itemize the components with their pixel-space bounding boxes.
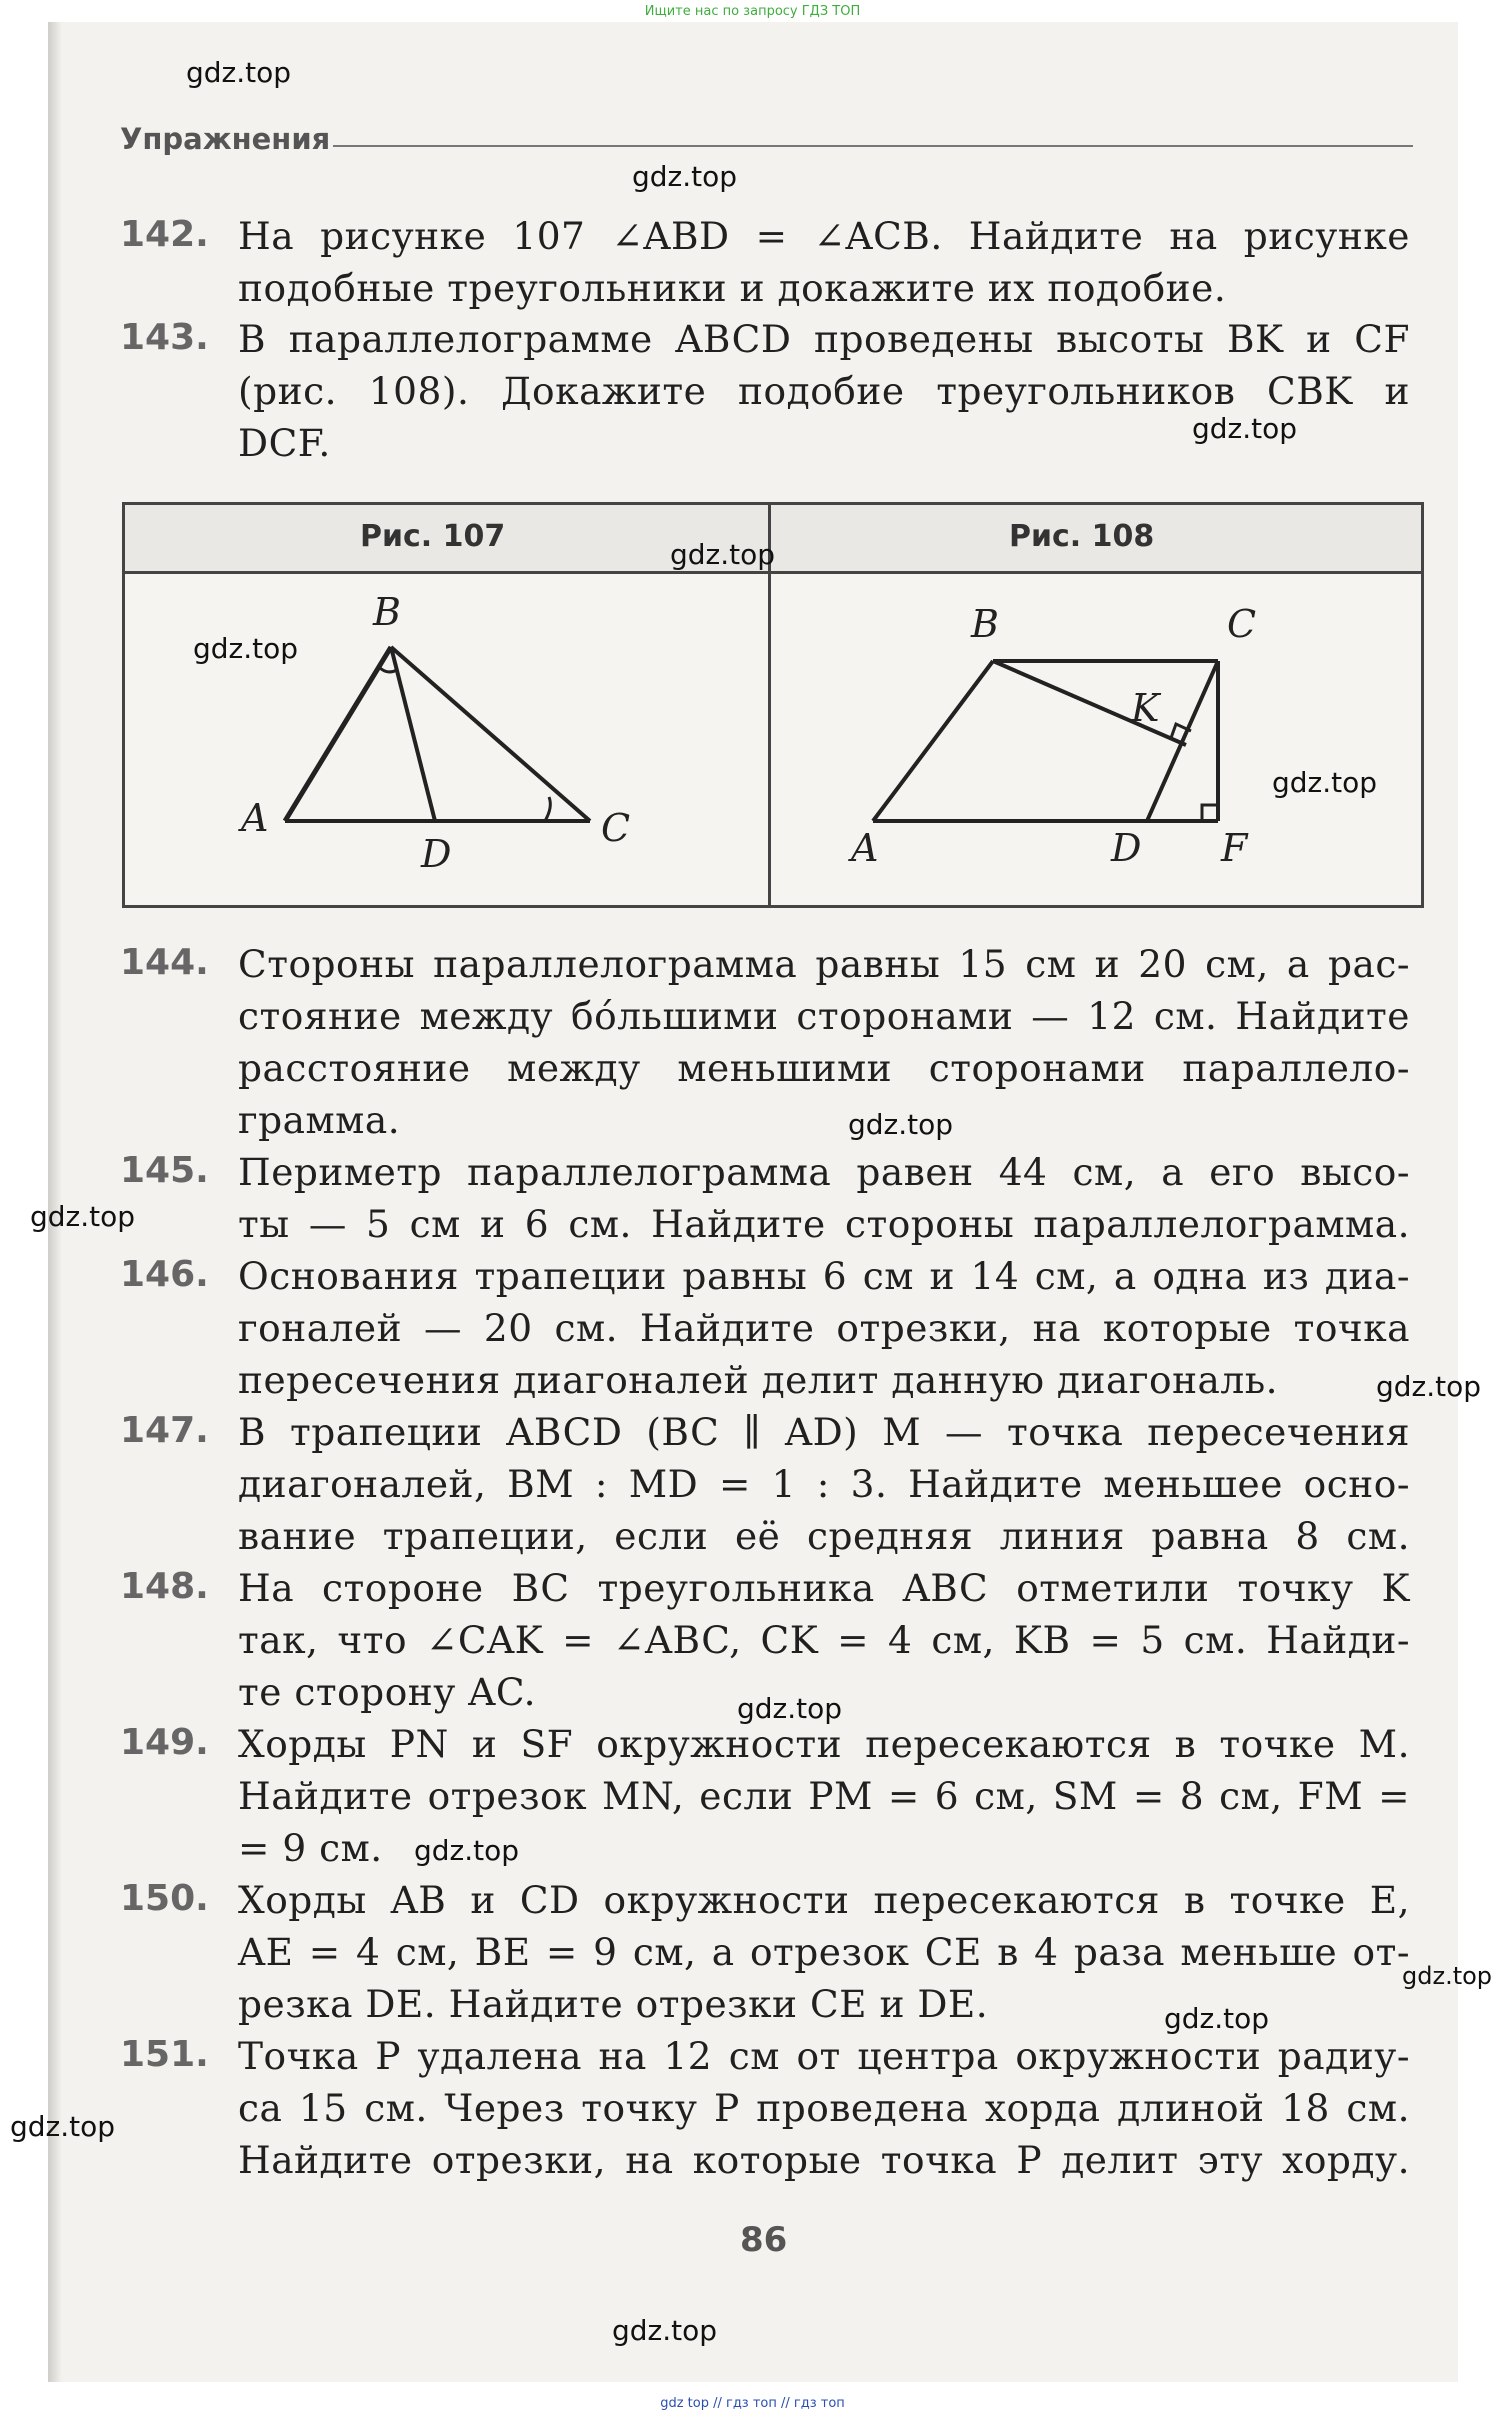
exercise-text [238, 1146, 1410, 1250]
exercise-line: Основания трапеции равны 6 см и 14 см, а одна из диа- [238, 1254, 1410, 1298]
figure-107-triangle [125, 571, 768, 901]
exercise-line: (рис. 108). Докажите подобие треугольников CBK и [238, 369, 1410, 413]
label-b: B [373, 590, 401, 634]
figure-108-parallelogram [771, 571, 1417, 901]
label-d: D [421, 832, 452, 876]
exercise-line: ты — 5 см и 6 см. Найдите стороны параллелограмма. [238, 1202, 1410, 1246]
label-d: D [1111, 826, 1142, 870]
label-f: F [1221, 826, 1248, 870]
side-ab [285, 647, 391, 821]
exercise-line: так, что ∠CAK = ∠ABC, CK = 4 см, KB = 5 см. Найди- [238, 1618, 1410, 1662]
exercise-line: резка DE. Найдите отрезки CE и DE. [238, 1982, 989, 2026]
watermark-link[interactable]: gdz.top [193, 632, 299, 665]
exercise-text [238, 2030, 1410, 2186]
exercise-line: вание трапеции, если её средняя линия равна 8 см. [238, 1514, 1410, 1558]
exercise-number: 149. [120, 1722, 209, 1763]
right-angle-f [1202, 805, 1218, 821]
side-bc [391, 647, 590, 821]
bottom-banner: gdz top // гдз топ // гдз топ [660, 2396, 845, 2411]
exercise-line: грамма. [238, 1098, 401, 1142]
exercise-number: 144. [120, 942, 209, 983]
exercise-number: 143. [120, 317, 209, 358]
exercise-line: подобные треугольники и докажите их подобие. [238, 266, 1227, 310]
exercise-line: гоналей — 20 см. Найдите отрезки, на которые точка [238, 1306, 1410, 1350]
angle-acb-arc [545, 797, 550, 821]
exercise-line: те сторону AC. [238, 1670, 537, 1714]
exercise-line: На рисунке 107 ∠ABD = ∠ACB. Найдите на рисунке [238, 214, 1410, 258]
watermark-link[interactable]: gdz.top [632, 160, 738, 193]
exercise-number: 151. [120, 2034, 209, 2075]
watermark-link[interactable]: gdz.top [848, 1108, 954, 1141]
exercise-line: стояние между бо́льшими сторонами — 12 см. Найдите [238, 994, 1410, 1038]
exercise-number: 142. [120, 214, 209, 255]
exercise-line: Точка P удалена на 12 см от центра окружности радиу- [238, 2034, 1410, 2078]
exercise-line: Хорды AB и CD окружности пересекаются в точке E, [238, 1878, 1410, 1922]
exercise-text [238, 313, 1410, 469]
exercise-line: пересечения диагоналей делит данную диагональ. [238, 1358, 1279, 1402]
watermark-link[interactable]: gdz.top [10, 2110, 116, 2143]
watermark-link[interactable]: gdz.top [737, 1692, 843, 1725]
exercise-text [238, 938, 1410, 1146]
label-b: B [971, 602, 999, 646]
exercise-line: диагоналей, BM : MD = 1 : 3. Найдите меньшее осно- [238, 1462, 1410, 1506]
exercise-line: Стороны параллелограмма равны 15 см и 20 см, а рас- [238, 942, 1410, 986]
exercise-line: Периметр параллелограмма равен 44 см, а его высо- [238, 1150, 1410, 1194]
watermark-link[interactable]: gdz.top [30, 1200, 136, 1233]
watermark-link[interactable]: gdz.top [670, 538, 776, 571]
exercise-line: Найдите отрезок MN, если PM = 6 см, SM = 8 см, FM = [238, 1774, 1410, 1818]
exercise-text [238, 1406, 1410, 1562]
section-title: Упражнения [120, 122, 331, 156]
exercise-line: Найдите отрезки, на которые точка P делит эту хорду. [238, 2138, 1410, 2182]
watermark-link[interactable]: gdz.top [1164, 2002, 1270, 2035]
segment-bd [391, 647, 435, 821]
exercise-line: На стороне BC треугольника ABC отметили точку K [238, 1566, 1410, 1610]
watermark-link[interactable]: gdz.top [612, 2314, 718, 2347]
exercise-line: AE = 4 см, BE = 9 см, а отрезок CE в 4 раза меньше от- [238, 1930, 1410, 1974]
watermark-link[interactable]: gdz.top [1272, 766, 1378, 799]
figure-108-title: Рис. 108 [1009, 519, 1155, 554]
page-number: 86 [740, 2220, 788, 2260]
watermark-link[interactable]: gdz.top [1376, 1370, 1482, 1403]
watermark-link[interactable]: gdz.top [186, 56, 292, 89]
side-cd [1147, 661, 1218, 821]
exercise-line: са 15 см. Через точку P проведена хорда длиной 18 см. [238, 2086, 1410, 2130]
exercise-line: = 9 см. [238, 1826, 383, 1870]
label-k: K [1131, 686, 1160, 730]
exercise-number: 146. [120, 1254, 209, 1295]
exercise-number: 145. [120, 1150, 209, 1191]
side-ab [873, 661, 993, 821]
exercise-text [238, 210, 1410, 314]
exercise-line: В параллелограмме ABCD проведены высоты BK и CF [238, 317, 1410, 361]
watermark-link[interactable]: gdz.top [1192, 412, 1298, 445]
watermark-link[interactable]: gdz.top [1402, 1962, 1493, 1990]
label-a: A [241, 796, 269, 840]
label-a: A [851, 826, 879, 870]
label-c: C [601, 806, 631, 850]
exercise-text [238, 1250, 1410, 1406]
exercise-line: В трапеции ABCD (BC ∥ AD) M — точка пересечения [238, 1410, 1410, 1454]
exercise-number: 150. [120, 1878, 209, 1919]
exercise-line: Хорды PN и SF окружности пересекаются в точке M. [238, 1722, 1410, 1766]
exercise-line: DCF. [238, 421, 331, 465]
watermark-link[interactable]: gdz.top [414, 1834, 520, 1867]
exercise-number: 148. [120, 1566, 209, 1607]
figure-107-title: Рис. 107 [360, 519, 506, 554]
section-rule [333, 145, 1413, 147]
top-banner: Ищите нас по запросу ГДЗ ТОП [644, 4, 861, 19]
exercise-line: расстояние между меньшими сторонами параллело- [238, 1046, 1410, 1090]
exercise-number: 147. [120, 1410, 209, 1451]
label-c: C [1227, 602, 1257, 646]
